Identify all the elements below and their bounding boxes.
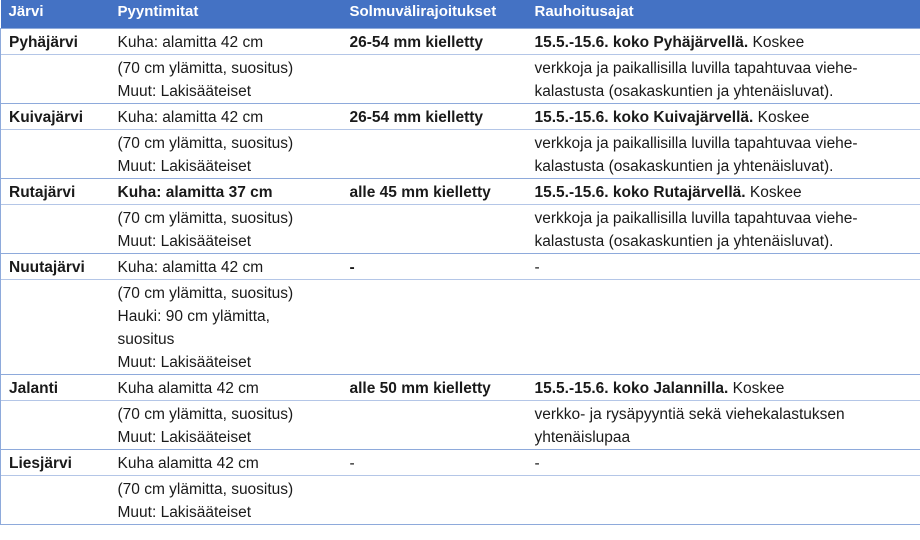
table-row [1, 104, 920, 130]
header-mesh: Solmuvälirajoitukset [342, 0, 527, 29]
lake-name: Jalanti [1, 375, 110, 401]
table-row [1, 55, 920, 104]
closed-rest: Koskee [745, 184, 802, 201]
limit-main: Kuha alamitta 42 cm [110, 450, 342, 476]
limit-main: Kuha: alamitta 37 cm [110, 179, 342, 205]
header-row [1, 0, 920, 29]
closed-season [527, 254, 920, 280]
limit-main: Kuha: alamitta 42 cm [110, 254, 342, 280]
header-lake: Järvi [1, 0, 110, 29]
table-row [1, 280, 920, 375]
closed-season [527, 375, 920, 401]
header-limits: Pyyntimitat [110, 0, 342, 29]
table-row [1, 476, 920, 525]
closed-bold: 15.5.-15.6. koko Jalannilla. [534, 380, 729, 397]
limit-more: (70 cm ylämitta, suositus) Hauki: 90 cm ylämitta, suositus Muut: Lakisääteiset [110, 280, 342, 375]
closed-more [527, 476, 920, 525]
header-closed: Rauhoitusajat [527, 0, 920, 29]
lake-name: Kuivajärvi [1, 104, 110, 130]
limit-main: Kuha: alamitta 42 cm [110, 104, 342, 130]
closed-rest: Koskee [753, 109, 810, 126]
table-row [1, 375, 920, 401]
closed-season [527, 29, 920, 55]
closed-season [527, 179, 920, 205]
limit-more: (70 cm ylämitta, suositus) Muut: Lakisääteiset [110, 476, 342, 525]
mesh-rule: - [342, 254, 527, 280]
closed-more [527, 280, 920, 375]
closed-rest: Koskee [728, 380, 785, 397]
table-row [1, 450, 920, 476]
table-row [1, 254, 920, 280]
limit-main: Kuha alamitta 42 cm [110, 375, 342, 401]
limit-more: (70 cm ylämitta, suositus) Muut: Lakisääteiset [110, 205, 342, 254]
mesh-rule: 26-54 mm kielletty [342, 104, 527, 130]
lake-name: Liesjärvi [1, 450, 110, 476]
mesh-rule: 26-54 mm kielletty [342, 29, 527, 55]
table-row [1, 205, 920, 254]
closed-bold: 15.5.-15.6. koko Rutajärvellä. [534, 184, 746, 201]
lake-name: Nuutajärvi [1, 254, 110, 280]
limit-main: Kuha: alamitta 42 cm [110, 29, 342, 55]
closed-more: verkkoja ja paikallisilla luvilla tapahtuvaa viehe- kalastusta (osakaskuntien ja yhtenäisluvat). [527, 55, 920, 104]
mesh-rule: - [342, 450, 527, 476]
mesh-rule: alle 50 mm kielletty [342, 375, 527, 401]
table-row [1, 179, 920, 205]
lake-name: Rutajärvi [1, 179, 110, 205]
closed-season [527, 104, 920, 130]
table-row [1, 401, 920, 450]
table-row [1, 29, 920, 55]
limit-more: (70 cm ylämitta, suositus) Muut: Lakisääteiset [110, 55, 342, 104]
closed-more: verkkoja ja paikallisilla luvilla tapahtuvaa viehe- kalastusta (osakaskuntien ja yhtenäisluvat). [527, 130, 920, 179]
closed-season [527, 450, 920, 476]
closed-rest: - [534, 455, 540, 472]
closed-rest: - [534, 259, 540, 276]
closed-rest: Koskee [748, 34, 805, 51]
limit-more: (70 cm ylämitta, suositus) Muut: Lakisääteiset [110, 130, 342, 179]
lake-name: Pyhäjärvi [1, 29, 110, 55]
closed-more: verkko- ja rysäpyyntiä sekä viehekalastuksen yhtenäislupaa [527, 401, 920, 450]
table-row [1, 130, 920, 179]
limit-more: (70 cm ylämitta, suositus) Muut: Lakisääteiset [110, 401, 342, 450]
closed-bold: 15.5.-15.6. koko Kuivajärvellä. [534, 109, 754, 126]
closed-more: verkkoja ja paikallisilla luvilla tapahtuvaa viehe- kalastusta (osakaskuntien ja yhtenäisluvat). [527, 205, 920, 254]
mesh-rule: alle 45 mm kielletty [342, 179, 527, 205]
closed-bold: 15.5.-15.6. koko Pyhäjärvellä. [534, 34, 749, 51]
